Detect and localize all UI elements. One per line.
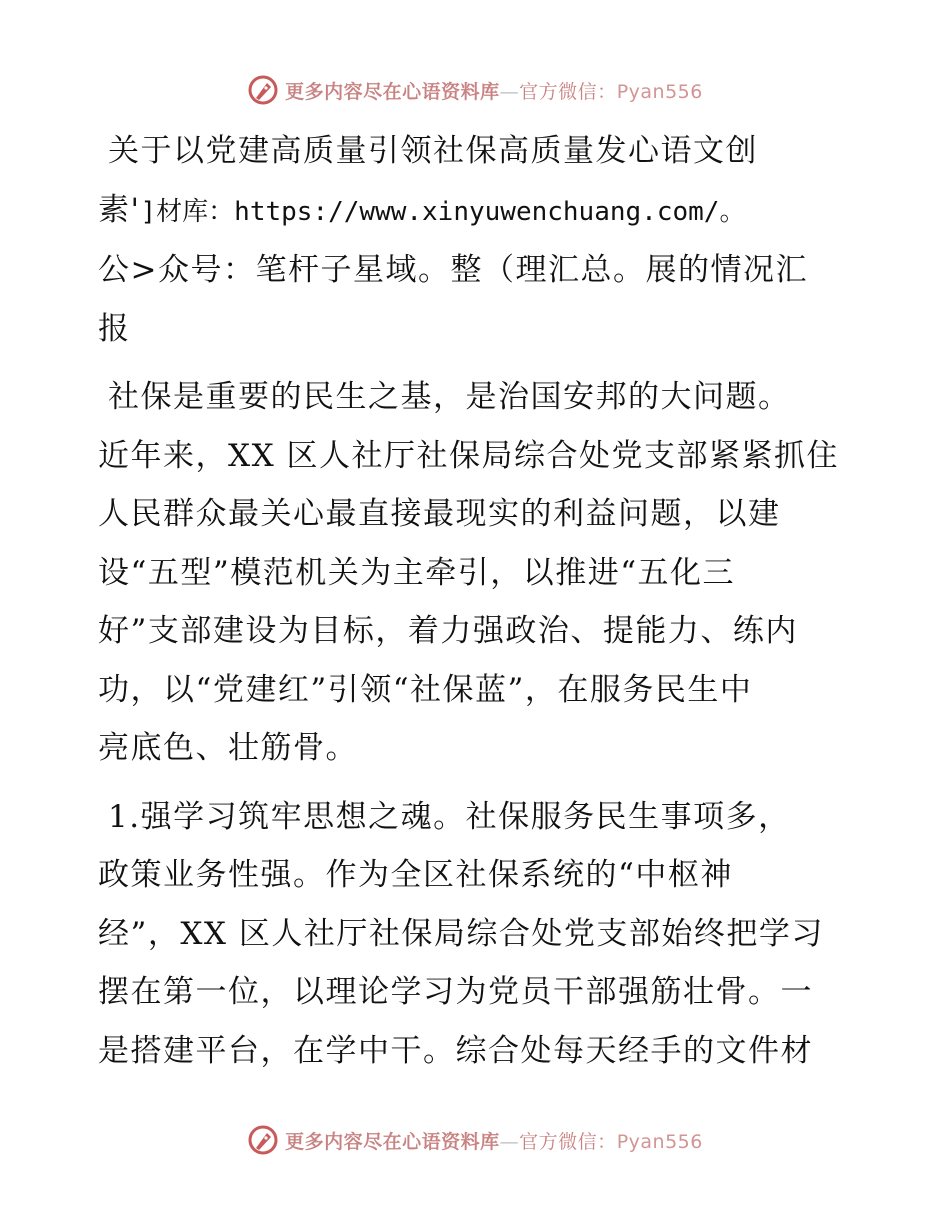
document-body (98, 122, 858, 1080)
title-line-3: 公>众号：笔杆子星域。整（理汇总。展的情况汇 (98, 252, 808, 288)
footer-banner-title: 更多内容尽在心语资料库 (285, 1130, 500, 1153)
header-watermark-banner (0, 70, 950, 110)
paragraph-intro (98, 368, 858, 778)
p2-line-4: 摆在第一位，以理论学习为党员干部强筋壮骨。一 (98, 974, 813, 1010)
p1-line-6: 功，以“党建红”引领“社保蓝”，在服务民生中 (98, 671, 753, 708)
header-wechat-label: 官方微信： (519, 80, 617, 103)
p1-line-3: 人民群众最关心最直接最现实的利益问题，以建 (98, 496, 781, 532)
p2-line-2: 政策业务性强。作为全区社保系统的“中枢神 (98, 857, 733, 893)
header-banner-text (285, 77, 703, 104)
p1-line-7: 亮底色、壮筋骨。 (98, 730, 358, 766)
footer-banner-text (285, 1127, 703, 1154)
p1-line-5: 好”支部建设为目标，着力强政治、提能力、练内 (98, 613, 798, 649)
title-line-2a: 素' (98, 191, 141, 228)
footer-banner-separator: — (499, 1130, 520, 1153)
p2-line-1: 1.强学习筑牢思想之魂。社保服务民生事项多， (108, 798, 791, 835)
document-title (98, 122, 858, 358)
p1-line-4: 设“五型”模范机关为主牵引，以推进“五化三 (98, 554, 736, 591)
header-banner-separator: — (499, 80, 520, 103)
header-wechat-id: Pyan556 (616, 80, 703, 103)
p1-line-1: 社保是重要的民生之基，是治国安邦的大问题。 (108, 379, 791, 415)
paragraph-section-1 (98, 788, 858, 1081)
footer-wechat-id: Pyan556 (616, 1130, 703, 1153)
p2-line-3: 经”，XX 区人社厅社保局综合处党支部始终把学习 (98, 915, 824, 952)
header-banner-title: 更多内容尽在心语资料库 (285, 80, 500, 103)
p1-line-2: 近年来，XX 区人社厅社保局综合处党支部紧紧抓住 (98, 437, 839, 474)
pen-nib-logo-icon (247, 1124, 279, 1156)
title-line-4: 报 (98, 310, 131, 347)
p2-line-5: 是搭建平台，在学中干。综合处每天经手的文件材 (98, 1032, 813, 1069)
pen-nib-logo-icon (247, 74, 279, 106)
title-line-2b: ]材库：https://www.xinyuwenchuang.com/。 (140, 196, 746, 227)
footer-watermark-banner (0, 1120, 950, 1160)
title-line-1: 关于以党建高质量引领社保高质量发心语文创 (108, 133, 758, 169)
footer-wechat-label: 官方微信： (519, 1130, 617, 1153)
